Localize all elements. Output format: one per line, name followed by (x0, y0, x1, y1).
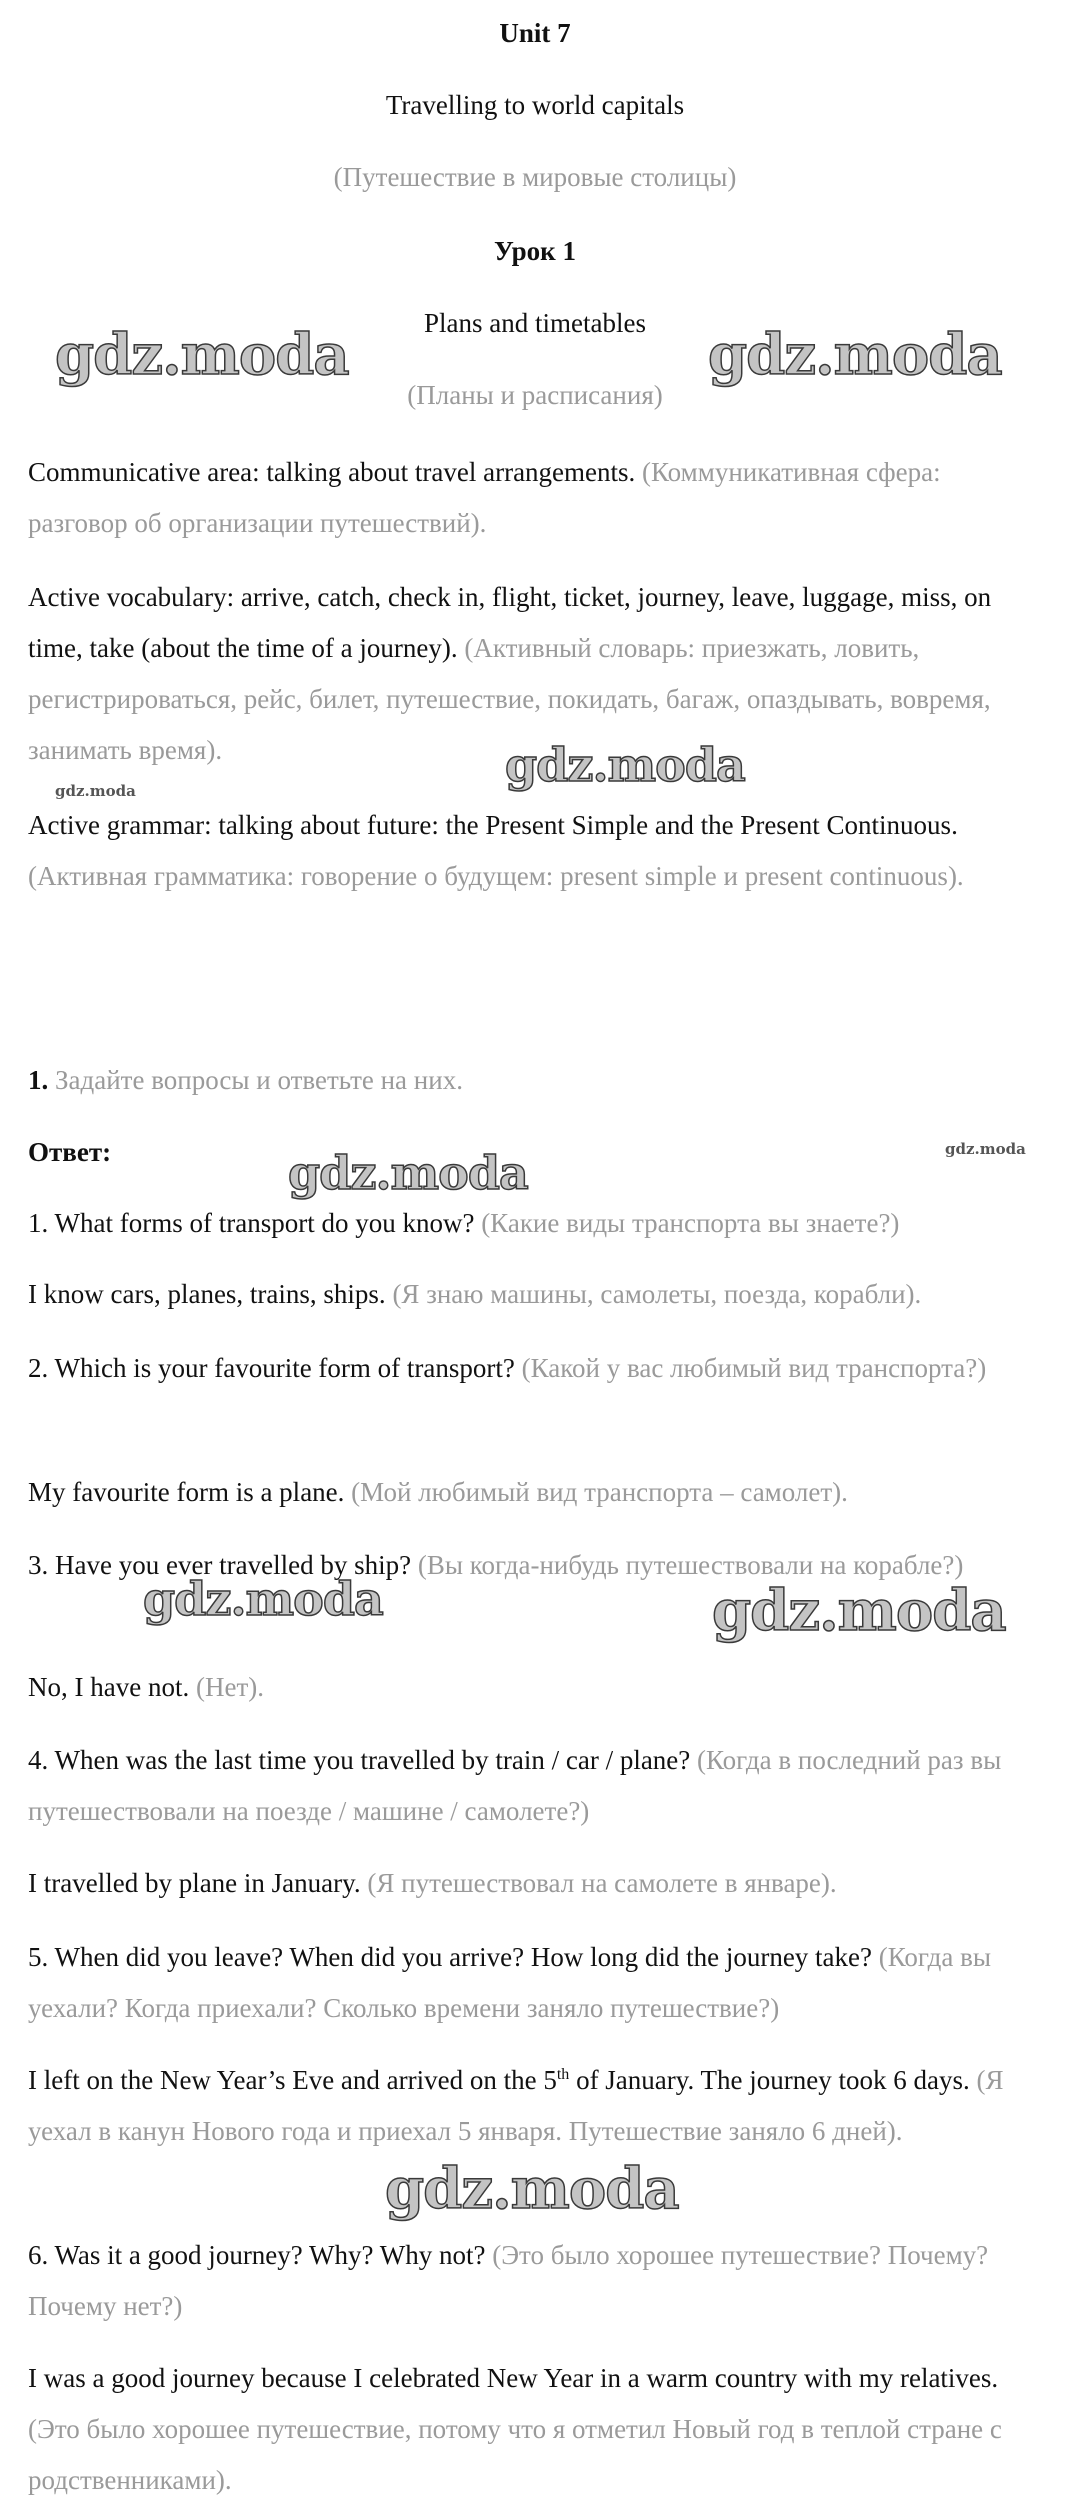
question-1 (28, 1198, 1038, 1249)
watermark: gdz.moda (288, 1146, 528, 1200)
answer-4-ru: (Я путешествовал на самолете в январе). (367, 1868, 837, 1898)
answer-2-en: My favourite form is a plane. (28, 1477, 345, 1507)
answer-5-ru: (Я уехал в канун Нового года и приехал 5 января. Путешествие заняло 6 дней). (28, 2065, 1004, 2146)
question-5 (28, 1932, 1038, 2034)
question-6-ru: (Это было хорошее путешествие? Почему? Почему нет?) (28, 2240, 989, 2321)
question-3-ru: (Вы когда-нибудь путешествовали на корабле?) (417, 1550, 964, 1580)
answer-3-ru: (Нет). (195, 1672, 264, 1702)
communicative-area-en: Communicative area: talking about travel arrangements. (28, 457, 636, 487)
watermark: gdz.moda (143, 1572, 383, 1626)
question-6-en: 6. Was it a good journey? Why? Why not? (28, 2240, 486, 2270)
answer-label: Ответ: (28, 1137, 112, 1167)
active-vocabulary-en: Active vocabulary: arrive, catch, check in, flight, ticket, journey, leave, luggage, miss, on time, take (about the time of a journey). (28, 582, 992, 663)
watermark: gdz.moda (55, 322, 349, 388)
answer-1-ru: (Я знаю машины, самолеты, поезда, корабли). (392, 1279, 922, 1309)
communicative-area-ru: (Коммуникативная сфера: разговор об организации путешествий). (28, 457, 941, 538)
watermark-small: gdz.moda (55, 782, 136, 800)
unit-title: Travelling to world capitals (385, 90, 685, 120)
answer-4-en: I travelled by plane in January. (28, 1868, 361, 1898)
answer-5-superscript: th (556, 2066, 570, 2083)
answer-5-en-part2: of January. The journey took 6 days. (569, 2065, 970, 2095)
question-1-en: 1. What forms of transport do you know? (28, 1208, 475, 1238)
unit-heading: Unit 7 (499, 18, 571, 48)
question-4 (28, 1735, 1038, 1837)
watermark: gdz.moda (712, 1578, 1006, 1644)
answer-3 (28, 1662, 1038, 1713)
answer-1 (28, 1269, 1038, 1320)
active-vocabulary-ru: (Активный словарь: приезжать, ловить, регистрироваться, рейс, билет, путешествие, покидать, багаж, опаздывать, вовремя, занимать время). (28, 633, 991, 765)
question-6 (28, 2230, 1038, 2332)
question-1-ru: (Какие виды транспорта вы знаете?) (481, 1208, 900, 1238)
answer-4 (28, 1858, 1038, 1909)
watermark: gdz.moda (385, 2156, 679, 2222)
watermark: gdz.moda (505, 738, 745, 792)
active-grammar (28, 800, 1038, 902)
question-5-ru: (Когда вы уехали? Когда приехали? Сколько времени заняло путешествие?) (28, 1942, 992, 2023)
answer-3-en: No, I have not. (28, 1672, 190, 1702)
answer-5 (28, 2055, 1038, 2157)
question-2-ru: (Какой у вас любимый вид транспорта?) (521, 1353, 987, 1383)
answer-6 (28, 2353, 1038, 2506)
answer-2-ru: (Мой любимый вид транспорта – самолет). (351, 1477, 848, 1507)
answer-1-en: I know cars, planes, trains, ships. (28, 1279, 386, 1309)
unit-title-translation: (Путешествие в мировые столицы) (333, 162, 737, 192)
answer-2 (28, 1467, 1038, 1518)
active-grammar-ru: (Активная грамматика: говорение о будущем: present simple и present continuous). (28, 861, 964, 891)
task-number: 1. (28, 1065, 49, 1095)
question-4-ru: (Когда в последний раз вы путешествовали на поезде / машине / самолете?) (28, 1745, 1002, 1826)
watermark: gdz.moda (708, 322, 1002, 388)
watermark-small: gdz.moda (945, 1140, 1026, 1158)
question-5-en: 5. When did you leave? When did you arrive? How long did the journey take? (28, 1942, 873, 1972)
question-2 (28, 1343, 1038, 1394)
question-4-en: 4. When was the last time you travelled by train / car / plane? (28, 1745, 691, 1775)
answer-6-en: I was a good journey because I celebrated New Year in a warm country with my relatives. (28, 2363, 999, 2393)
task-text: Задайте вопросы и ответьте на них. (55, 1065, 463, 1095)
lesson-title: Plans and timetables (424, 308, 646, 338)
answer-5-en-part1: I left on the New Year’s Eve and arrived on the 5 (28, 2065, 557, 2095)
lesson-heading: Урок 1 (494, 236, 576, 266)
active-grammar-en: Active grammar: talking about future: the Present Simple and the Present Continuous. (28, 810, 958, 840)
lesson-title-translation: (Планы и расписания) (407, 380, 663, 410)
task-1 (28, 1055, 1038, 1106)
question-2-en: 2. Which is your favourite form of transport? (28, 1353, 515, 1383)
answer-6-ru: (Это было хорошее путешествие, потому что я отметил Новый год в теплой стране с родственниками). (28, 2414, 1002, 2495)
question-3-en: 3. Have you ever travelled by ship? (28, 1550, 412, 1580)
communicative-area (28, 447, 1038, 549)
